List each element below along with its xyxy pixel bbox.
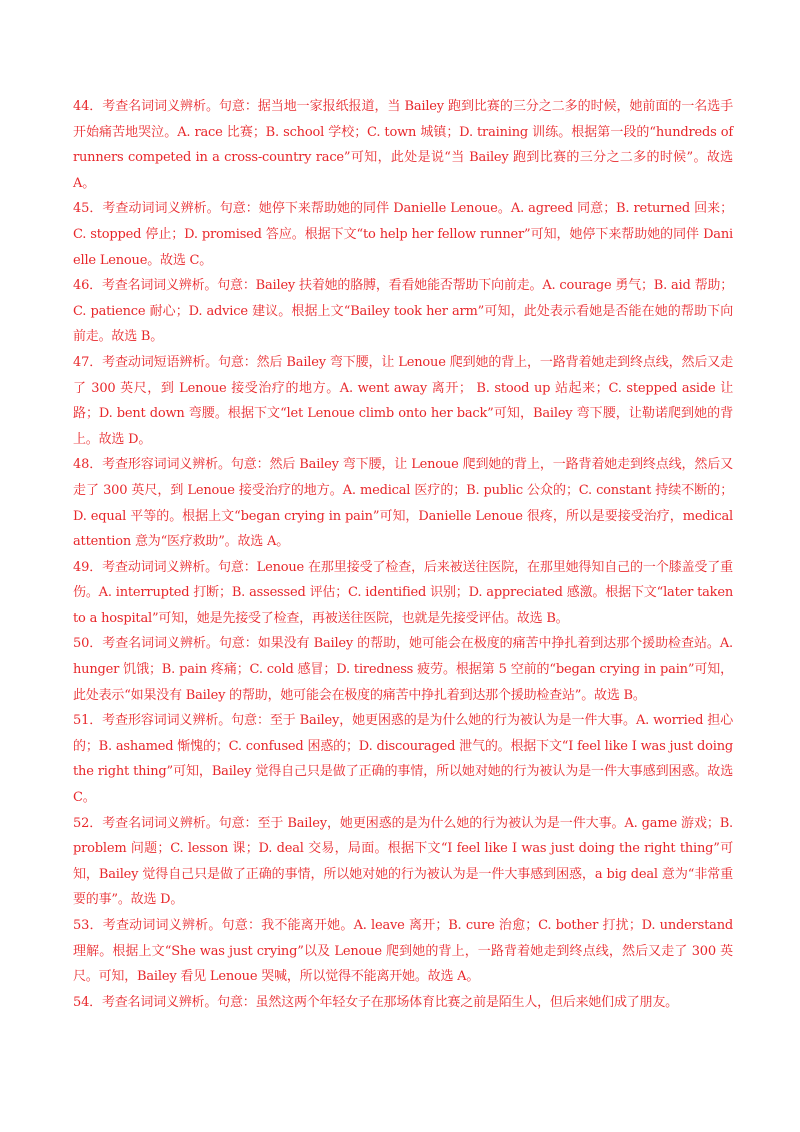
explanation-52: 52．考查名词词义辨析。句意：至于 Bailey，她更困惑的是为什么她的行为被认为是一件大事。A. game 游戏；B. problem 问题；C. lesson 课；D. deal 交易，局面。根据下文“I feel like I was just doing the right thing”可知，Bailey 觉得自己只是做了正确的事情，所以她对她的行为被认为是一件大事感到困惑，a big deal 意为“非常重要的事”。故选 D。 [73,815,733,908]
explanation-54: 54．考查名词词义辨析。句意：虽然这两个年轻女子在那场体育比赛之前是陌生人，但后来她们成了朋友。 [73,994,678,1010]
explanation-51: 51．考查形容词词义辨析。句意：至于 Bailey，她更困惑的是为什么她的行为被认为是一件大事。A. worried 担心的；B. ashamed 惭愧的；C. confused 困惑的；D. discouraged 泄气的。根据下文“I feel like I was just doing the right thing”可知，Bailey 觉得自己只是做了正确的事情，所以她对她的行为被认为是一件大事感到困惑。故选 C。 [73,713,733,806]
answer-explanations [73,94,733,1015]
explanation-50: 50．考查名词词义辨析。句意：如果没有 Bailey 的帮助，她可能会在极度的痛苦中挣扎着到达那个援助检查站。A. hunger 饥饿；B. pain 疼痛；C. cold 感冒；D. tiredness 疲劳。根据第 5 空前的“began crying in pain”可知，此处表示“如果没有 Bailey 的帮助，她可能会在极度的痛苦中挣扎着到达那个援助检查站”。故选 B。 [73,636,733,703]
explanation-48: 48．考查形容词词义辨析。句意：然后 Bailey 弯下腰，让 Lenoue 爬到她的背上，一路背着她走到终点线，然后又走了 300 英尺，到 Lenoue 接受治疗的地方。A. medical 医疗的；B. public 公众的；C. constant 持续不断的；D. equal 平等的。根据上文“began crying in pain”可知，Danielle Lenoue 很疼，所以是要接受治疗，medical attention 意为“医疗救助”。故选 A。 [73,457,733,550]
explanation-47: 47．考查动词短语辨析。句意：然后 Bailey 弯下腰，让 Lenoue 爬到她的背上，一路背着她走到终点线，然后又走了 300 英尺，到 Lenoue 接受治疗的地方。A. went away 离开； B. stood up 站起来；C. stepped aside 让路；D. bent down 弯腰。根据下文“let Lenoue climb onto her back”可知，Bailey 弯下腰，让勒诺爬到她的背上。故选 D。 [73,354,733,447]
explanation-49: 49．考查动词词义辨析。句意：Lenoue 在那里接受了检查，后来被送往医院，在那里她得知自己的一个膝盖受了重伤。A. interrupted 打断；B. assessed 评估；C. identified 识别；D. appreciated 感激。根据下文“later taken to a hospital”可知，她是先接受了检查，再被送往医院，也就是先接受评估。故选 B。 [73,559,733,626]
explanation-44: 44．考查名词词义辨析。句意：据当地一家报纸报道，当 Bailey 跑到比赛的三分之二多的时候，她前面的一名选手开始痛苦地哭泣。A. race 比赛；B. school 学校；C. town 城镇；D. training 训练。根据第一段的“hundreds of runners competed in a cross-country race”可知，此处是说“当 Bailey 跑到比赛的三分之二多的时候”。故选 A。 [73,99,733,191]
explanation-46: 46．考查名词词义辨析。句意：Bailey 扶着她的胳膊，看看她能否帮助下向前走。A. courage 勇气；B. aid 帮助；C. patience 耐心；D. advice 建议。根据上文“Bailey took her arm”可知，此处表示看她是否能在她的帮助下向前走。故选 B。 [73,278,733,345]
explanation-45: 45．考查动词词义辨析。句意：她停下来帮助她的同伴 Danielle Lenoue。A. agreed 同意；B. returned 回来；C. stopped 停止；D. promised 答应。根据下文“to help her fellow runner”可知，她停下来帮助她的同伴 Danielle Lenoue。故选 C。 [73,201,733,268]
explanation-53: 53．考查动词词义辨析。句意：我不能离开她。A. leave 离开；B. cure 治愈；C. bother 打扰；D. understand 理解。根据上文“She was just crying”以及 Lenoue 爬到她的背上，一路背着她走到终点线，然后又走了 300 英尺。可知，Bailey 看见 Lenoue 哭喊，所以觉得不能离开她。故选 A。 [73,918,733,985]
